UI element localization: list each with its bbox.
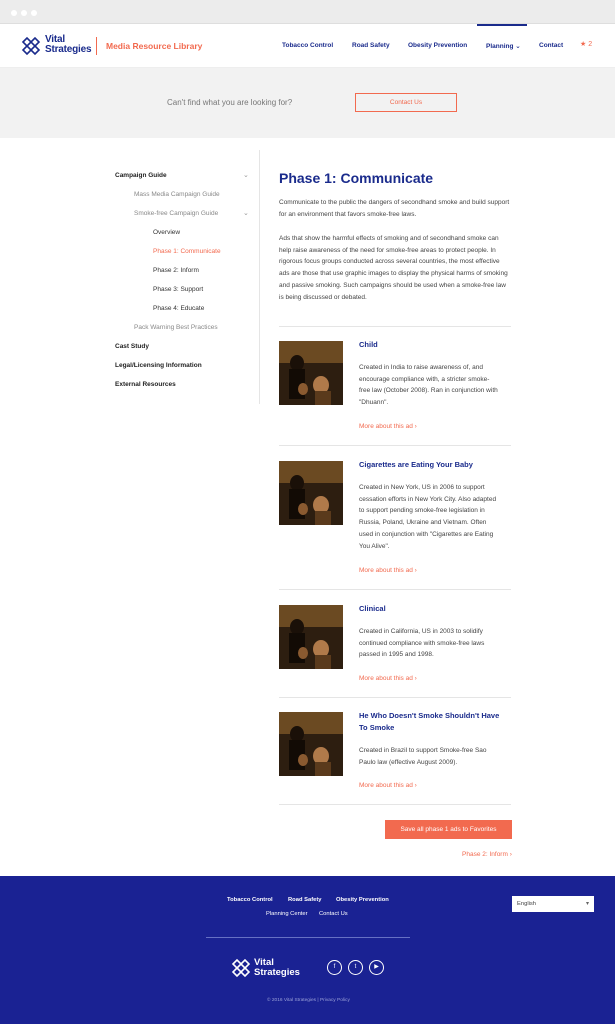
ad-title-link[interactable]: Child	[359, 340, 378, 349]
body-paragraph: Ads that show the harmful effects of smoking and of secondhand smoke can help raise awareness of the need for smoke-free areas to protect people. In rigorous focus groups conducted across several countries, the most effective ads are those that use graphic images to display the physical harms of smoking and passive smoking. Such campaigns should be used when a smoke-free law is being discussed or debated.	[279, 235, 508, 301]
more-about-ad-link[interactable]: More about this ad ›	[359, 423, 417, 430]
sidebar-item-mass-media[interactable]: Mass Media Campaign Guide	[134, 191, 220, 198]
copyright-text: © 2016 Vital Strategies	[267, 998, 317, 1003]
footer-link-contact-us[interactable]: Contact Us	[319, 911, 348, 917]
chevron-down-icon: ▾	[585, 901, 589, 907]
footer-logo-line-2: Strategies	[254, 966, 300, 978]
more-about-ad-link[interactable]: More about this ad ›	[359, 567, 417, 574]
ad-description: Created in India to raise awareness of, and encourage compliance with, a stricter smoke-free law (October 2008). Ran in conjunction with "Dhuann".	[359, 364, 498, 407]
sidebar-item-phase-1[interactable]: Phase 1: Communicate	[153, 248, 221, 255]
sidebar-item-pack-warning[interactable]: Pack Warning Best Practices	[134, 324, 218, 331]
window-close-dot[interactable]	[11, 10, 17, 16]
contact-us-button[interactable]: Contact Us	[355, 93, 457, 112]
sidebar-item-campaign-guide[interactable]: Campaign Guide	[115, 172, 167, 179]
save-to-favorites-button[interactable]: Save all phase 1 ads to Favorites	[385, 820, 512, 839]
sidebar-item-phase-3[interactable]: Phase 3: Support	[153, 286, 204, 293]
youtube-icon[interactable]: ▶	[369, 960, 384, 975]
nav-road-safety[interactable]: Road Safety	[352, 42, 390, 49]
footer-divider	[206, 937, 410, 938]
browser-chrome	[0, 0, 615, 24]
footer-link-tobacco-control[interactable]: Tobacco Control	[227, 897, 273, 903]
ad-thumbnail[interactable]	[279, 341, 343, 405]
ad-thumbnail-image	[279, 341, 343, 405]
sidebar-item-phase-4[interactable]: Phase 4: Educate	[153, 305, 205, 312]
sidebar-item-case-study[interactable]: Cast Study	[115, 343, 149, 350]
chevron-down-icon[interactable]: ⌄	[243, 172, 249, 179]
sidebar-item-external-resources[interactable]: External Resources	[115, 381, 176, 388]
privacy-policy-link[interactable]: Privacy Policy	[319, 998, 350, 1003]
nav-planning-label: Planning	[486, 43, 514, 50]
vital-strategies-logo-icon[interactable]	[231, 958, 251, 978]
vital-strategies-logo-icon[interactable]	[21, 36, 41, 56]
star-icon: ★	[580, 41, 587, 48]
nav-contact[interactable]: Contact	[539, 42, 564, 49]
sidebar-nav	[115, 150, 260, 404]
ad-thumbnail[interactable]	[279, 712, 343, 776]
ad-thumbnail-image	[279, 605, 343, 669]
chevron-down-icon: ⌄	[515, 43, 521, 50]
ad-title-link[interactable]: Clinical	[359, 604, 386, 613]
favorites-count: 2	[588, 41, 593, 48]
more-about-ad-link[interactable]: More about this ad ›	[359, 782, 417, 789]
sidebar-item-phase-2[interactable]: Phase 2: Inform	[153, 267, 199, 274]
chevron-down-icon[interactable]: ⌄	[243, 210, 249, 217]
ad-title-link[interactable]: He Who Doesn't Smoke Shouldn't Have To Smoke	[359, 711, 500, 732]
facebook-icon[interactable]: f	[327, 960, 342, 975]
language-select-value: English	[517, 901, 537, 907]
logo-separator	[96, 37, 97, 55]
footer-link-planning-center[interactable]: Planning Center	[266, 911, 308, 917]
twitter-icon[interactable]: t	[348, 960, 363, 975]
page-title: Phase 1: Communicate	[279, 170, 434, 186]
more-about-ad-link[interactable]: More about this ad ›	[359, 675, 417, 682]
language-select[interactable]	[512, 896, 594, 912]
next-phase-link[interactable]: Phase 2: Inform ›	[462, 851, 512, 858]
divider	[279, 589, 511, 590]
site-title[interactable]: Media Resource Library	[106, 41, 203, 51]
footer-link-road-safety[interactable]: Road Safety	[288, 897, 322, 903]
window-maximize-dot[interactable]	[31, 10, 37, 16]
intro-paragraph: Communicate to the public the dangers of secondhand smoke and build support for an environment that favors smoke-free laws.	[279, 199, 510, 218]
nav-tobacco-control[interactable]: Tobacco Control	[282, 42, 334, 49]
ad-thumbnail[interactable]	[279, 461, 343, 525]
logo-line-1: Vital	[45, 34, 65, 45]
logo-text[interactable]	[45, 35, 91, 55]
logo-line-2: Strategies	[45, 44, 92, 55]
sidebar-item-legal[interactable]: Legal/Licensing Information	[115, 362, 202, 369]
nav-obesity-prevention[interactable]: Obesity Prevention	[408, 42, 468, 49]
contact-banner	[0, 68, 615, 138]
divider	[279, 697, 511, 698]
nav-active-indicator	[477, 24, 527, 26]
ad-title-link[interactable]: Cigarettes are Eating Your Baby	[359, 460, 473, 469]
nav-planning[interactable]	[486, 42, 521, 50]
site-footer	[0, 876, 615, 1024]
favorites-link[interactable]	[580, 40, 592, 48]
divider	[279, 326, 511, 327]
footer-logo-text[interactable]	[254, 958, 300, 977]
sidebar-item-overview[interactable]: Overview	[153, 229, 181, 236]
site-header	[0, 24, 615, 68]
window-minimize-dot[interactable]	[21, 10, 27, 16]
divider	[279, 804, 511, 805]
ad-description: Created in Brazil to support Smoke-free Sao Paulo law (effective August 2009).	[359, 747, 487, 766]
ad-thumbnail[interactable]	[279, 605, 343, 669]
footer-link-obesity-prevention[interactable]: Obesity Prevention	[336, 897, 389, 903]
divider	[279, 445, 511, 446]
copyright-line: © 2016 Vital Strategies | Privacy Policy	[267, 998, 350, 1003]
ad-description: Created in New York, US in 2006 to support cessation efforts in New York City. Also adapted to support pending smoke-free legislation in Russia, Poland, Ukraine and Vietnam. Often used in conjunction with "Cigarettes are Eating You Alive".	[359, 484, 497, 550]
ad-thumbnail-image	[279, 712, 343, 776]
banner-prompt: Can't find what you are looking for?	[167, 98, 293, 107]
footer-logo-line-1: Vital	[254, 957, 274, 968]
ad-description: Created in California, US in 2003 to solidify continued compliance with smoke-free laws passed in 1995 and 1998.	[359, 628, 485, 659]
sidebar-item-smoke-free[interactable]: Smoke-free Campaign Guide	[134, 210, 219, 217]
ad-thumbnail-image	[279, 461, 343, 525]
